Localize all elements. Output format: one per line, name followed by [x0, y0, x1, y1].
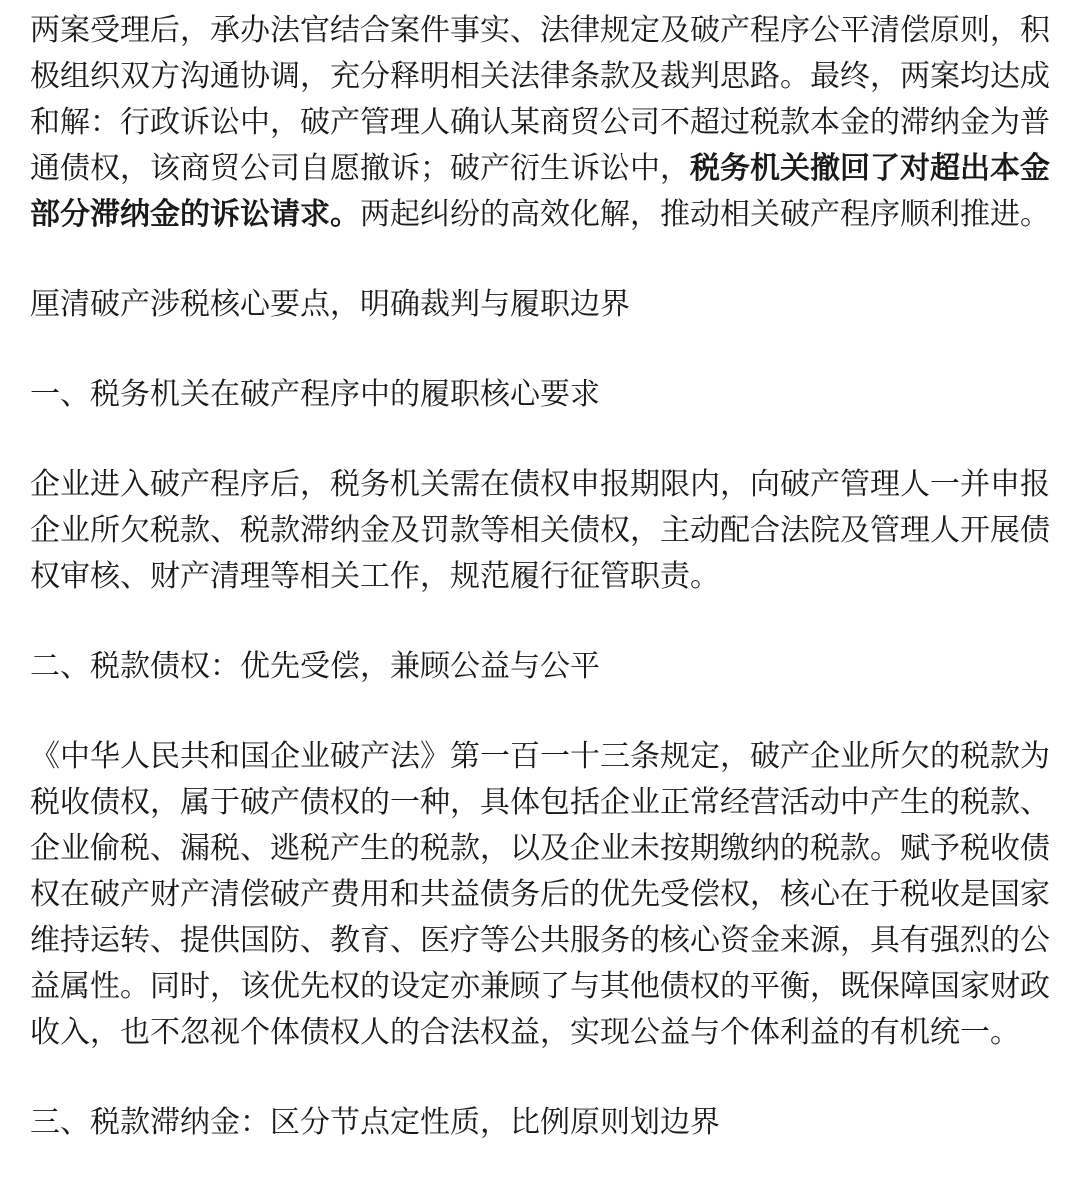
section2-heading: 二、税款债权：优先受偿，兼顾公益与公平	[30, 650, 600, 683]
text-run-bold-withdrawal: 税务机关撤回了对超出本金部分滞纳金的诉讼请求。	[30, 152, 1050, 231]
text-run: 两起纠纷的高效化解，推动相关破产程序顺利推进。	[360, 198, 1050, 231]
text-run: 两案受理后，承办法官结合案件事实、法律规定及破产程序公平清偿原则，积极组织双方沟通协调，充分释明相关法律条款及裁判思路。最终，两案均达成和解：行政诉讼中，破产管理人确认某商贸公司不超过税款本金的滞纳金为普通债权，该商贸公司自愿撤诉；破产衍生诉讼中，	[30, 14, 1050, 185]
section1-body: 企业进入破产程序后，税务机关需在债权申报期限内，向破产管理人一并申报企业所欠税款、税款滞纳金及罚款等相关债权，主动配合法院及管理人开展债权审核、财产清理等相关工作，规范履行征管职责。	[30, 468, 1050, 593]
article-subtitle: 厘清破产涉税核心要点，明确裁判与履职边界	[30, 288, 630, 321]
section3-heading: 三、税款滞纳金：区分节点定性质，比例原则划边界	[30, 1106, 720, 1139]
section1-heading: 一、税务机关在破产程序中的履职核心要求	[30, 378, 600, 411]
paragraph-case-resolution	[30, 8, 1050, 238]
section2-body: 《中华人民共和国企业破产法》第一百一十三条规定，破产企业所欠的税款为税收债权，属于破产债权的一种，具体包括企业正常经营活动中产生的税款、企业偷税、漏税、逃税产生的税款，以及企业未按期缴纳的税款。赋予税收债权在破产财产清偿破产费用和共益债务后的优先受偿权，核心在于税收是国家维持运转、提供国防、教育、医疗等公共服务的核心资金来源，具有强烈的公益属性。同时，该优先权的设定亦兼顾了与其他债权的平衡，既保障国家财政收入，也不忽视个体债权人的合法权益，实现公益与个体利益的有机统一。	[30, 740, 1050, 1049]
